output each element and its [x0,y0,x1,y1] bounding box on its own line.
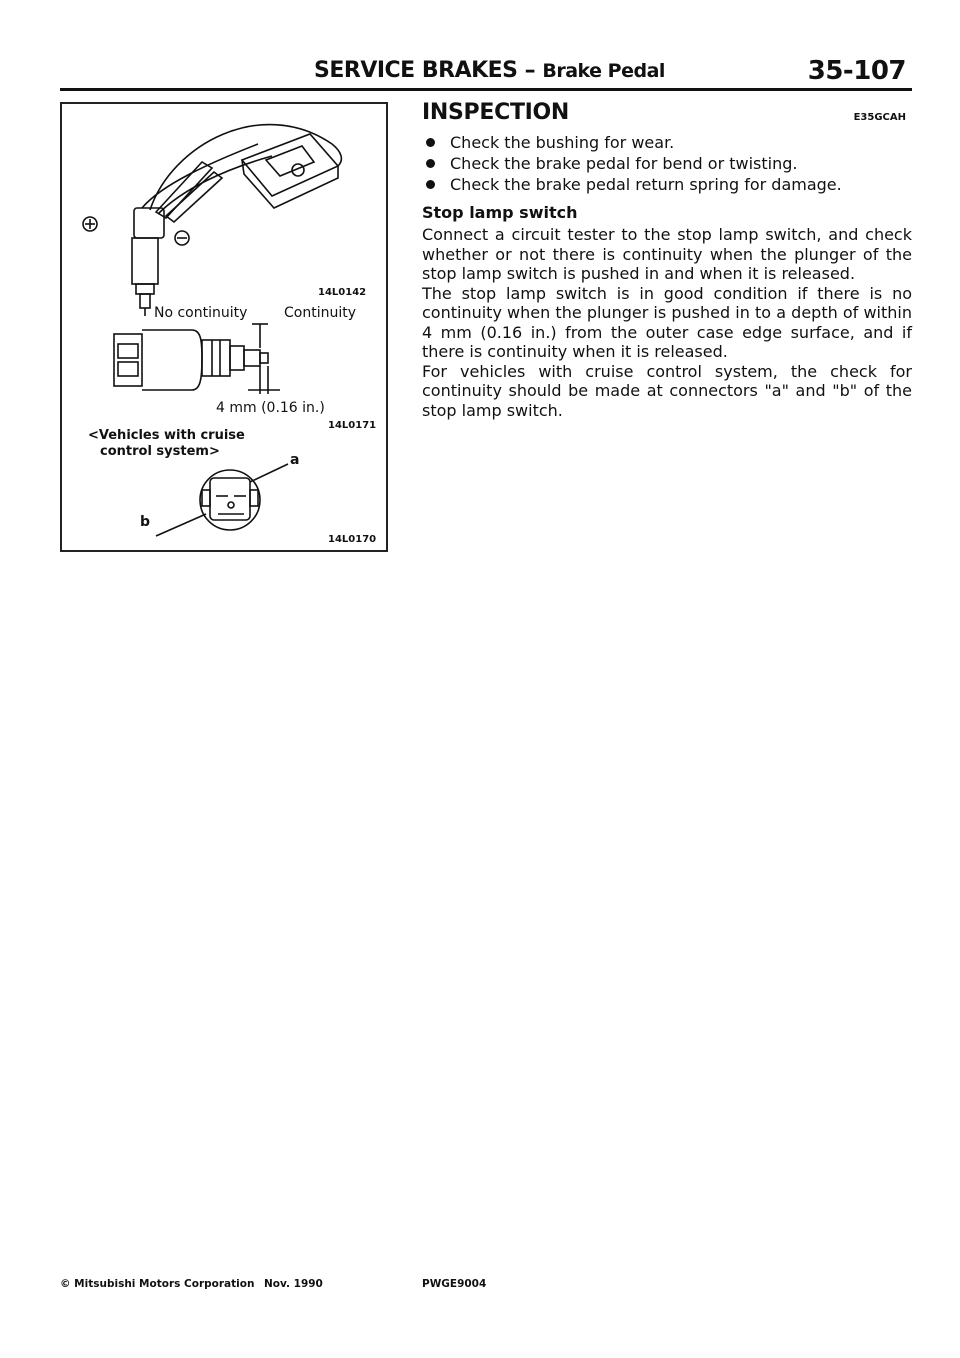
switch-plunger-diagram [114,324,280,394]
list-item: Check the brake pedal return spring for damage. [422,174,912,195]
figure-code-3: 14L0170 [328,534,377,545]
list-item: Check the bushing for wear. [422,132,912,153]
inspection-section [422,100,912,420]
header-subtitle: Brake Pedal [542,60,665,82]
connector-label-b: b [140,514,151,530]
figure-box [60,102,388,552]
header-rule [60,88,912,91]
page-header [60,56,912,92]
footer-date: Nov. 1990 [264,1278,323,1290]
stop-lamp-title: Stop lamp switch [422,203,578,222]
label-continuity: Continuity [284,305,357,321]
paragraph: Connect a circuit tester to the stop lamp switch, and check whether or not there is continuity when the plunger of the stop lamp switch is pushed in and when it is released. [422,225,912,283]
connector-label-a: a [290,452,300,468]
dimension-label: 4 mm (0.16 in.) [216,400,325,416]
footer-doc-code: PWGE9004 [422,1278,487,1290]
bullet-icon [426,180,435,189]
section-code: E35GCAH [853,112,906,123]
bullet-icon [426,159,435,168]
figure-code-1: 14L0142 [318,287,367,298]
header-title: SERVICE BRAKES – Brake Pedal [314,58,665,83]
list-item: Check the brake pedal for bend or twisting. [422,153,912,174]
figure-illustration [62,104,386,550]
figure-code-2: 14L0171 [328,420,377,431]
footer-copyright: © Mitsubishi Motors Corporation [60,1278,255,1290]
paragraph: For vehicles with cruise control system, the check for continuity should be made at connectors "a" and "b" of the stop lamp switch. [422,361,912,420]
bullet-icon [426,138,435,147]
inspection-bullets [422,132,912,195]
page-number: 35-107 [807,56,906,86]
circuit-tester-icon [242,134,338,196]
section-head [422,100,912,130]
label-no-continuity: No continuity [154,305,248,321]
section-title: INSPECTION [422,100,570,125]
paragraph: The stop lamp switch is in good condition if there is no continuity when the plunger is pushed in to a depth of within 4 mm (0.16 in.) from the outer case edge surface, and if there is continuity when it is released. [422,283,912,361]
connector-diagram [156,464,288,536]
figure-caption: <Vehicles with cruise control system> [88,428,245,459]
